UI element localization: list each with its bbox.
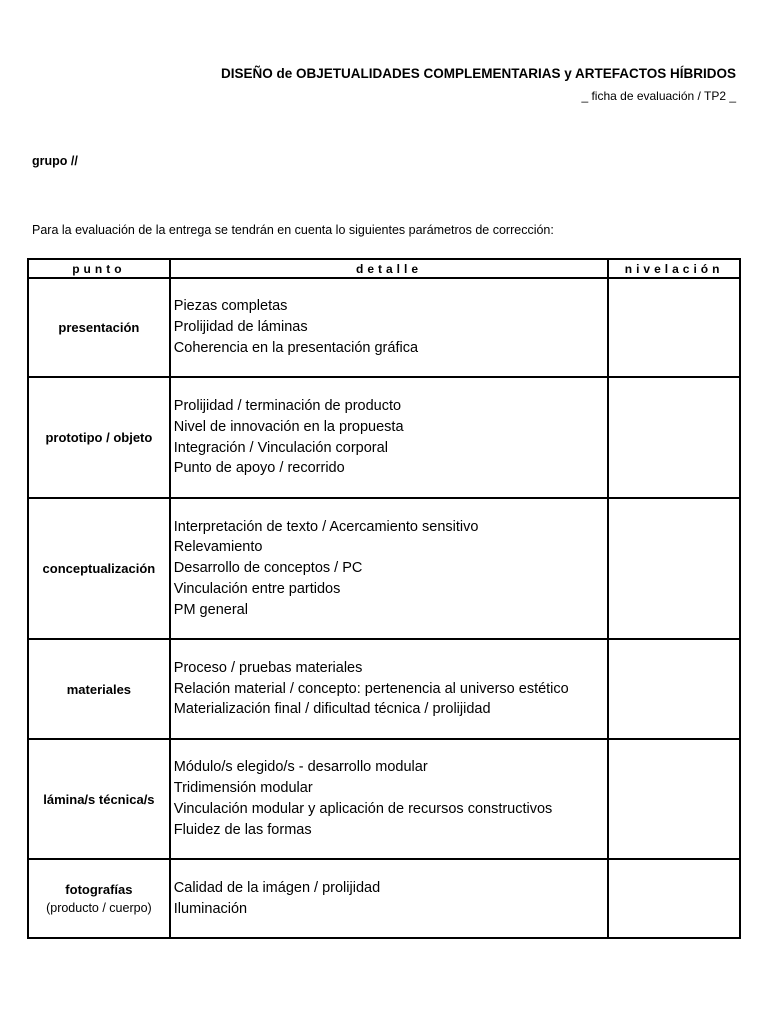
intro-text: Para la evaluación de la entrega se tendrán en cuenta lo siguientes parámetros de corrección: [32,223,554,237]
row-punto [28,278,170,377]
table-row [28,498,740,639]
table-row [28,377,740,498]
row-detalle [170,498,608,639]
detalle-item: Prolijidad de láminas [173,319,308,336]
header-punto: punto [28,259,170,278]
punto-label: materiales [66,681,132,697]
row-detalle [170,278,608,377]
detalle-item: Punto de apoyo / recorrido [173,460,345,477]
punto-label: conceptualización [42,561,156,576]
table-header-row [28,259,740,278]
row-nivelacion[interactable] [608,739,740,859]
table-row [28,639,740,739]
punto-label: fotografías [65,882,133,897]
punto-note: (producto / cuerpo) [46,901,152,915]
detalle-item: Fluidez de las formas [173,821,312,838]
row-punto [28,859,170,938]
punto-label: lámina/s técnica/s [43,791,155,807]
detalle-item: Nivel de innovación en la propuesta [173,418,404,435]
row-detalle [170,859,608,938]
detalle-item: Proceso / pruebas materiales [173,659,363,676]
table-row [28,278,740,377]
detalle-item: Integración / Vinculación corporal [173,439,388,456]
detalle-item: Tridimensión modular [173,780,313,797]
header-nivelacion: nivelación [608,259,740,278]
row-punto [28,739,170,859]
punto-label: presentación [58,320,140,335]
detalle-item: Interpretación de texto / Acercamiento sensitivo [173,518,479,535]
row-nivelacion[interactable] [608,278,740,377]
detalle-item: Materialización final / dificultad técnica / prolijidad [173,701,491,718]
detalle-item: Prolijidad / terminación de producto [173,397,402,414]
row-nivelacion[interactable] [608,498,740,639]
punto-label: prototipo / objeto [45,430,153,445]
detalle-item: Relevamiento [173,539,263,556]
header-detalle: detalle [170,259,608,278]
row-nivelacion[interactable] [608,377,740,498]
detalle-item: Piezas completas [173,298,288,315]
detalle-item: Vinculación modular y aplicación de recursos constructivos [173,801,553,817]
table-row [28,739,740,859]
row-punto [28,377,170,498]
detalle-item: Vinculación entre partidos [173,580,341,597]
row-detalle [170,639,608,739]
detalle-item: Coherencia en la presentación gráfica [173,339,419,356]
table-row [28,859,740,938]
evaluation-table [27,258,741,939]
document-subtitle: _ ficha de evaluación / TP2 _ [581,89,736,103]
row-detalle [170,739,608,859]
detalle-item: Relación material / concepto: pertenencia al universo estético [173,680,569,697]
row-detalle [170,377,608,498]
detalle-item: Calidad de la imágen / prolijidad [173,879,381,896]
detalle-item: Iluminación [173,900,248,917]
group-label: grupo // [32,154,78,168]
row-punto [28,498,170,639]
row-nivelacion[interactable] [608,859,740,938]
detalle-item: Desarrollo de conceptos / PC [173,560,363,577]
detalle-item: PM general [173,601,248,618]
row-nivelacion[interactable] [608,639,740,739]
detalle-item: Módulo/s elegido/s - desarrollo modular [173,759,428,776]
document-title: DISEÑO de OBJETUALIDADES COMPLEMENTARIAS y ARTEFACTOS HÍBRIDOS [220,66,736,81]
row-punto [28,639,170,739]
